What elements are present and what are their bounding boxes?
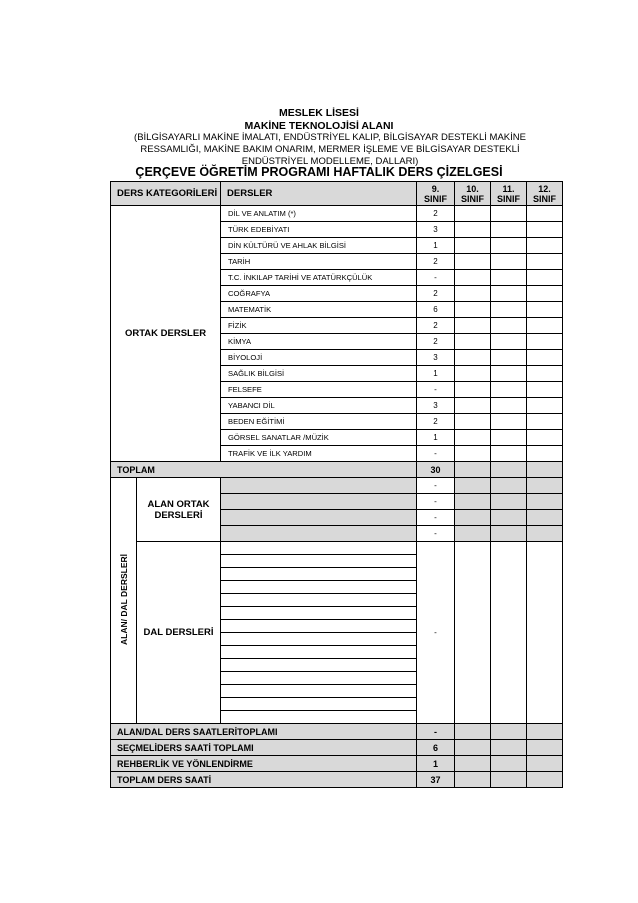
grade-12-cell [527,222,563,238]
grade-10-cell [455,286,491,302]
grade-10-cell [455,494,491,510]
grade-12-cell [527,318,563,334]
grade-12-cell [527,334,563,350]
branch-grade-11 [491,542,527,724]
header-grade-9: 9. SINIF [417,182,455,206]
course-name: COĞRAFYA [221,286,417,302]
grade-11-cell [491,254,527,270]
grade-9-hours: 6 [417,302,455,318]
header-grade-12: 12. SINIF [527,182,563,206]
grade-12-cell [527,350,563,366]
course-name: DİN KÜLTÜRÜ VE AHLAK BİLGİSİ [221,238,417,254]
summary-label: TOPLAM DERS SAATİ [111,772,417,788]
summary-row [111,772,563,788]
field-common-hours: - [417,478,455,494]
total-11-cell [491,462,527,478]
grade-10-cell [455,350,491,366]
common-category-cell: ORTAK DERSLER [111,206,221,462]
grade-12-cell [527,414,563,430]
branch-course-cell [221,542,417,555]
course-name: TARİH [221,254,417,270]
grade-9-hours: - [417,382,455,398]
grade-12-cell [527,430,563,446]
field-title: MAKİNE TEKNOLOJİSİ ALANI [244,120,394,132]
course-name: TRAFİK VE İLK YARDIM [221,446,417,462]
course-name: FİZİK [221,318,417,334]
summary-row [111,724,563,740]
header-grade-11: 11. SINIF [491,182,527,206]
grade-9-hours: 2 [417,334,455,350]
branch-grade-12 [527,542,563,724]
course-name: MATEMATİK [221,302,417,318]
summary-row [111,740,563,756]
grade-11-cell [491,398,527,414]
summary-12-cell [527,740,563,756]
header-courses: DERSLER [221,182,417,206]
branch-category: DAL DERSLERİ [137,542,221,724]
field-common-hours: - [417,494,455,510]
grade-10-cell [455,206,491,222]
grade-11-cell [491,350,527,366]
course-name: FELSEFE [221,382,417,398]
summary-10-cell [455,772,491,788]
course-row [111,206,563,222]
table-body [111,206,563,788]
grade-9-hours: - [417,270,455,286]
grade-11-cell [491,382,527,398]
grade-11-cell [491,206,527,222]
summary-10-cell [455,724,491,740]
header-category: DERS KATEGORİLERİ [111,182,221,206]
branches-subtitle: (BİLGİSAYARLI MAKİNE İMALATI, ENDÜSTRİYEL KALIP, BİLGİSAYAR DESTEKLİ MAKİNE RESSAMLIĞI, MAKİNE BAKIM ONARIM, MERMER İŞLEME VE BİLGİSAYAR DESTEKLİ ENDÜSTRİYEL MODELLEME, DALLARI) [134,132,526,167]
grade-9-hours: 3 [417,398,455,414]
branch-hours: - [417,542,455,724]
school-title: MESLEK LİSESİ [279,107,359,119]
grade-12-cell [527,238,563,254]
total-10-cell [455,462,491,478]
course-name: YABANCI DİL [221,398,417,414]
summary-value: 37 [417,772,455,788]
course-name: DİL VE ANLATIM (*) [221,206,417,222]
branch-course-cell [221,711,417,724]
branch-course-cell [221,685,417,698]
grade-10-cell [455,222,491,238]
course-name: TÜRK EDEBİYATI [221,222,417,238]
summary-label: REHBERLİK VE YÖNLENDİRME [111,756,417,772]
grade-11-cell [491,302,527,318]
grade-11-cell [491,414,527,430]
grade-10-cell [455,398,491,414]
summary-11-cell [491,740,527,756]
grade-11-cell [491,222,527,238]
grade-12-cell [527,254,563,270]
branch-course-cell [221,555,417,568]
grade-11-cell [491,478,527,494]
field-common-hours: - [417,510,455,526]
grade-10-cell [455,446,491,462]
branch-grade-10 [455,542,491,724]
course-name: KİMYA [221,334,417,350]
grade-12-cell [527,446,563,462]
program-title: ÇERÇEVE ÖĞRETİM PROGRAMI HAFTALIK DERS ÇİZELGESİ [135,165,503,179]
grade-11-cell [491,318,527,334]
grade-12-cell [527,382,563,398]
grade-9-hours: 2 [417,318,455,334]
field-common-course-cell [221,494,417,510]
grade-12-cell [527,478,563,494]
grade-9-hours: - [417,446,455,462]
grade-10-cell [455,238,491,254]
grade-10-cell [455,526,491,542]
summary-11-cell [491,724,527,740]
branch-course-cell [221,581,417,594]
grade-10-cell [455,254,491,270]
grade-11-cell [491,446,527,462]
summary-value: 6 [417,740,455,756]
grade-9-hours: 2 [417,254,455,270]
weekly-course-schedule-table [110,181,563,788]
branch-row [111,542,563,555]
field-common-row [111,478,563,494]
summary-label: ALAN/DAL DERS SAATLERİTOPLAMI [111,724,417,740]
field-common-course-cell [221,478,417,494]
total-12-cell [527,462,563,478]
grade-11-cell [491,270,527,286]
grade-9-hours: 1 [417,238,455,254]
field-vertical-label: ALAN/ DAL DERSLERİ [118,554,129,645]
summary-11-cell [491,772,527,788]
table-header-row [111,182,563,206]
grade-9-hours: 1 [417,366,455,382]
grade-10-cell [455,430,491,446]
grade-10-cell [455,510,491,526]
grade-12-cell [527,510,563,526]
grade-10-cell [455,302,491,318]
field-vertical-label-cell [111,478,137,724]
grade-11-cell [491,238,527,254]
branch-course-cell [221,594,417,607]
grade-11-cell [491,366,527,382]
grade-11-cell [491,334,527,350]
grade-9-hours: 2 [417,286,455,302]
total-label: TOPLAM [111,462,417,478]
grade-12-cell [527,206,563,222]
field-common-course-cell [221,526,417,542]
grade-12-cell [527,270,563,286]
grade-9-hours: 3 [417,350,455,366]
header-grade-10: 10. SINIF [455,182,491,206]
summary-10-cell [455,756,491,772]
grade-10-cell [455,478,491,494]
course-name: BİYOLOJİ [221,350,417,366]
grade-12-cell [527,526,563,542]
grade-11-cell [491,286,527,302]
grade-10-cell [455,270,491,286]
summary-value: 1 [417,756,455,772]
grade-10-cell [455,318,491,334]
summary-12-cell [527,772,563,788]
summary-row [111,756,563,772]
summary-11-cell [491,756,527,772]
branch-course-cell [221,698,417,711]
summary-12-cell [527,756,563,772]
grade-9-hours: 2 [417,414,455,430]
grade-9-hours: 3 [417,222,455,238]
grade-12-cell [527,286,563,302]
field-common-course-cell [221,510,417,526]
grade-11-cell [491,510,527,526]
course-name: BEDEN EĞİTİMİ [221,414,417,430]
course-name: GÖRSEL SANATLAR /MÜZİK [221,430,417,446]
summary-label: SEÇMELİDERS SAATİ TOPLAMI [111,740,417,756]
field-common-hours: - [417,526,455,542]
branch-course-cell [221,672,417,685]
summary-12-cell [527,724,563,740]
grade-10-cell [455,366,491,382]
branch-course-cell [221,646,417,659]
grade-11-cell [491,494,527,510]
grade-10-cell [455,382,491,398]
grade-12-cell [527,494,563,510]
grade-11-cell [491,526,527,542]
grade-12-cell [527,366,563,382]
grade-12-cell [527,302,563,318]
summary-10-cell [455,740,491,756]
branch-course-cell [221,620,417,633]
total-value: 30 [417,462,455,478]
total-row [111,462,563,478]
branch-course-cell [221,633,417,646]
branch-course-cell [221,568,417,581]
grade-10-cell [455,414,491,430]
grade-10-cell [455,334,491,350]
grade-12-cell [527,398,563,414]
course-name: SAĞLIK BİLGİSİ [221,366,417,382]
grade-9-hours: 2 [417,206,455,222]
field-common-category: ALAN ORTAK DERSLERİ [137,478,221,542]
grade-11-cell [491,430,527,446]
branch-course-cell [221,659,417,672]
branch-course-cell [221,607,417,620]
grade-9-hours: 1 [417,430,455,446]
summary-value: - [417,724,455,740]
course-name: T.C. İNKILAP TARİHİ VE ATATÜRKÇÜLÜK [221,270,417,286]
